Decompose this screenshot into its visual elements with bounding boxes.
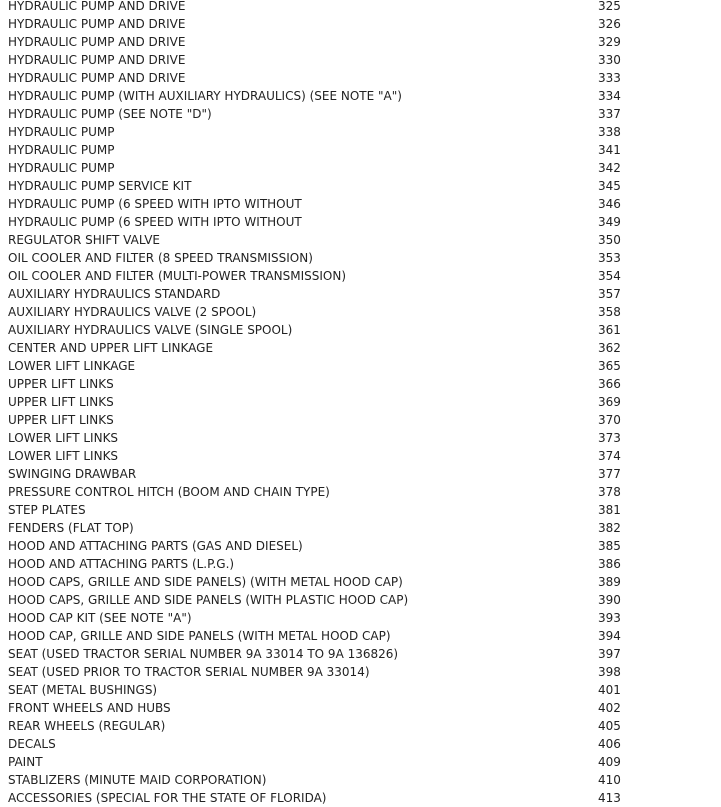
list-item: [0, 69, 721, 87]
list-item: [0, 591, 721, 609]
list-item: [0, 87, 721, 105]
list-item: [0, 681, 721, 699]
page-number: 341: [598, 143, 621, 157]
part-description: REAR WHEELS (REGULAR): [8, 719, 166, 733]
page-number: 401: [598, 683, 621, 697]
part-description: CENTER AND UPPER LIFT LINKAGE: [8, 341, 214, 355]
page-number: 398: [598, 665, 621, 679]
page-number: 357: [598, 287, 621, 301]
list-item: [0, 231, 721, 249]
list-item: [0, 483, 721, 501]
list-item: [0, 609, 721, 627]
list-item: [0, 159, 721, 177]
part-description: OIL COOLER AND FILTER (MULTI-POWER TRANSMISSION): [8, 269, 347, 283]
part-description: AUXILIARY HYDRAULICS VALVE (2 SPOOL): [8, 305, 257, 319]
part-description: UPPER LIFT LINKS: [8, 413, 114, 427]
page-number: 385: [598, 539, 621, 553]
page-number: 393: [598, 611, 621, 625]
list-item: [0, 753, 721, 771]
list-item: [0, 375, 721, 393]
list-item: [0, 285, 721, 303]
page-number: 353: [598, 251, 621, 265]
page-number: 402: [598, 701, 621, 715]
list-item: [0, 33, 721, 51]
page-number: 381: [598, 503, 621, 517]
part-description: HOOD CAP KIT (SEE NOTE "A"): [8, 611, 192, 625]
page-number: 349: [598, 215, 621, 229]
list-item: [0, 393, 721, 411]
part-description: UPPER LIFT LINKS: [8, 377, 114, 391]
page-number: 382: [598, 521, 621, 535]
part-description: HYDRAULIC PUMP (SEE NOTE "D"): [8, 107, 212, 121]
part-description: HOOD AND ATTACHING PARTS (GAS AND DIESEL): [8, 539, 303, 553]
part-description: HOOD CAPS, GRILLE AND SIDE PANELS (WITH PLASTIC HOOD CAP): [8, 593, 409, 607]
page-number: 366: [598, 377, 621, 391]
part-description: OIL COOLER AND FILTER (8 SPEED TRANSMISSION): [8, 251, 313, 265]
page-number: 413: [598, 791, 621, 805]
list-item: [0, 267, 721, 285]
list-item: [0, 519, 721, 537]
page-number: 345: [598, 179, 621, 193]
part-description: HYDRAULIC PUMP (6 SPEED WITH IPTO WITHOUT: [8, 197, 302, 211]
page-number: 390: [598, 593, 621, 607]
part-description: AUXILIARY HYDRAULICS STANDARD: [8, 287, 221, 301]
page-number: 397: [598, 647, 621, 661]
part-description: HYDRAULIC PUMP AND DRIVE: [8, 71, 186, 85]
page-number: 358: [598, 305, 621, 319]
page-number: 386: [598, 557, 621, 571]
part-description: HOOD CAP, GRILLE AND SIDE PANELS (WITH METAL HOOD CAP): [8, 629, 391, 643]
page-number: 410: [598, 773, 621, 787]
part-description: STEP PLATES: [8, 503, 86, 517]
list-item: [0, 717, 721, 735]
page-number: 330: [598, 53, 621, 67]
list-item: [0, 249, 721, 267]
part-description: HYDRAULIC PUMP SERVICE KIT: [8, 179, 192, 193]
page-number: 370: [598, 413, 621, 427]
list-item: [0, 339, 721, 357]
list-item: [0, 735, 721, 753]
page-number: 373: [598, 431, 621, 445]
page-number: 394: [598, 629, 621, 643]
list-item: [0, 195, 721, 213]
list-item: [0, 123, 721, 141]
part-description: HYDRAULIC PUMP AND DRIVE: [8, 53, 186, 67]
part-description: HYDRAULIC PUMP (6 SPEED WITH IPTO WITHOUT: [8, 215, 302, 229]
page-number: 405: [598, 719, 621, 733]
page-number: 342: [598, 161, 621, 175]
page-number: 338: [598, 125, 621, 139]
page-number: 362: [598, 341, 621, 355]
list-item: [0, 357, 721, 375]
part-description: PRESSURE CONTROL HITCH (BOOM AND CHAIN TYPE): [8, 485, 330, 499]
page-number: 409: [598, 755, 621, 769]
part-description: HYDRAULIC PUMP AND DRIVE: [8, 35, 186, 49]
page-number: 378: [598, 485, 621, 499]
list-item: [0, 303, 721, 321]
part-description: SEAT (METAL BUSHINGS): [8, 683, 158, 697]
list-item: [0, 771, 721, 789]
page-number: 346: [598, 197, 621, 211]
part-description: UPPER LIFT LINKS: [8, 395, 114, 409]
page-number: 389: [598, 575, 621, 589]
part-description: HYDRAULIC PUMP AND DRIVE: [8, 0, 186, 13]
list-item: [0, 321, 721, 339]
part-description: AUXILIARY HYDRAULICS VALVE (SINGLE SPOOL): [8, 323, 293, 337]
list-item: [0, 141, 721, 159]
part-description: HOOD AND ATTACHING PARTS (L.P.G.): [8, 557, 235, 571]
list-item: [0, 15, 721, 33]
part-description: REGULATOR SHIFT VALVE: [8, 233, 160, 247]
list-item: [0, 627, 721, 645]
part-description: HYDRAULIC PUMP (WITH AUXILIARY HYDRAULICS) (SEE NOTE "A"): [8, 89, 402, 103]
list-item: [0, 0, 721, 15]
part-description: PAINT: [8, 755, 43, 769]
page-number: 374: [598, 449, 621, 463]
page-number: 333: [598, 71, 621, 85]
part-description: STABLIZERS (MINUTE MAID CORPORATION): [8, 773, 267, 787]
page-number: 361: [598, 323, 621, 337]
list-item: [0, 645, 721, 663]
part-description: FRONT WHEELS AND HUBS: [8, 701, 171, 715]
page-number: 369: [598, 395, 621, 409]
list-item: [0, 501, 721, 519]
page-number: 337: [598, 107, 621, 121]
list-item: [0, 411, 721, 429]
page-number: 326: [598, 17, 621, 31]
part-description: SEAT (USED TRACTOR SERIAL NUMBER 9A 33014 TO 9A 136826): [8, 647, 399, 661]
part-description: ACCESSORIES (SPECIAL FOR THE STATE OF FLORIDA): [8, 791, 327, 805]
list-item: [0, 789, 721, 807]
page-number: 377: [598, 467, 621, 481]
list-item: [0, 537, 721, 555]
page-number: 406: [598, 737, 621, 751]
part-description: HYDRAULIC PUMP AND DRIVE: [8, 17, 186, 31]
page-number: 329: [598, 35, 621, 49]
list-item: [0, 465, 721, 483]
part-description: SEAT (USED PRIOR TO TRACTOR SERIAL NUMBER 9A 33014): [8, 665, 370, 679]
list-item: [0, 177, 721, 195]
part-description: LOWER LIFT LINKS: [8, 449, 119, 463]
page-number: 334: [598, 89, 621, 103]
list-item: [0, 429, 721, 447]
list-item: [0, 105, 721, 123]
page-number: 354: [598, 269, 621, 283]
list-item: [0, 213, 721, 231]
list-item: [0, 51, 721, 69]
page-number: 350: [598, 233, 621, 247]
part-description: DECALS: [8, 737, 56, 751]
part-description: LOWER LIFT LINKS: [8, 431, 119, 445]
list-item: [0, 663, 721, 681]
page-number: 365: [598, 359, 621, 373]
part-description: HYDRAULIC PUMP: [8, 143, 115, 157]
list-item: [0, 555, 721, 573]
list-item: [0, 699, 721, 717]
part-description: SWINGING DRAWBAR: [8, 467, 137, 481]
page-number: 325: [598, 0, 621, 13]
part-description: FENDERS (FLAT TOP): [8, 521, 134, 535]
part-description: HOOD CAPS, GRILLE AND SIDE PANELS) (WITH METAL HOOD CAP): [8, 575, 403, 589]
list-item: [0, 447, 721, 465]
part-description: LOWER LIFT LINKAGE: [8, 359, 136, 373]
list-item: [0, 573, 721, 591]
part-description: HYDRAULIC PUMP: [8, 161, 115, 175]
part-description: HYDRAULIC PUMP: [8, 125, 115, 139]
